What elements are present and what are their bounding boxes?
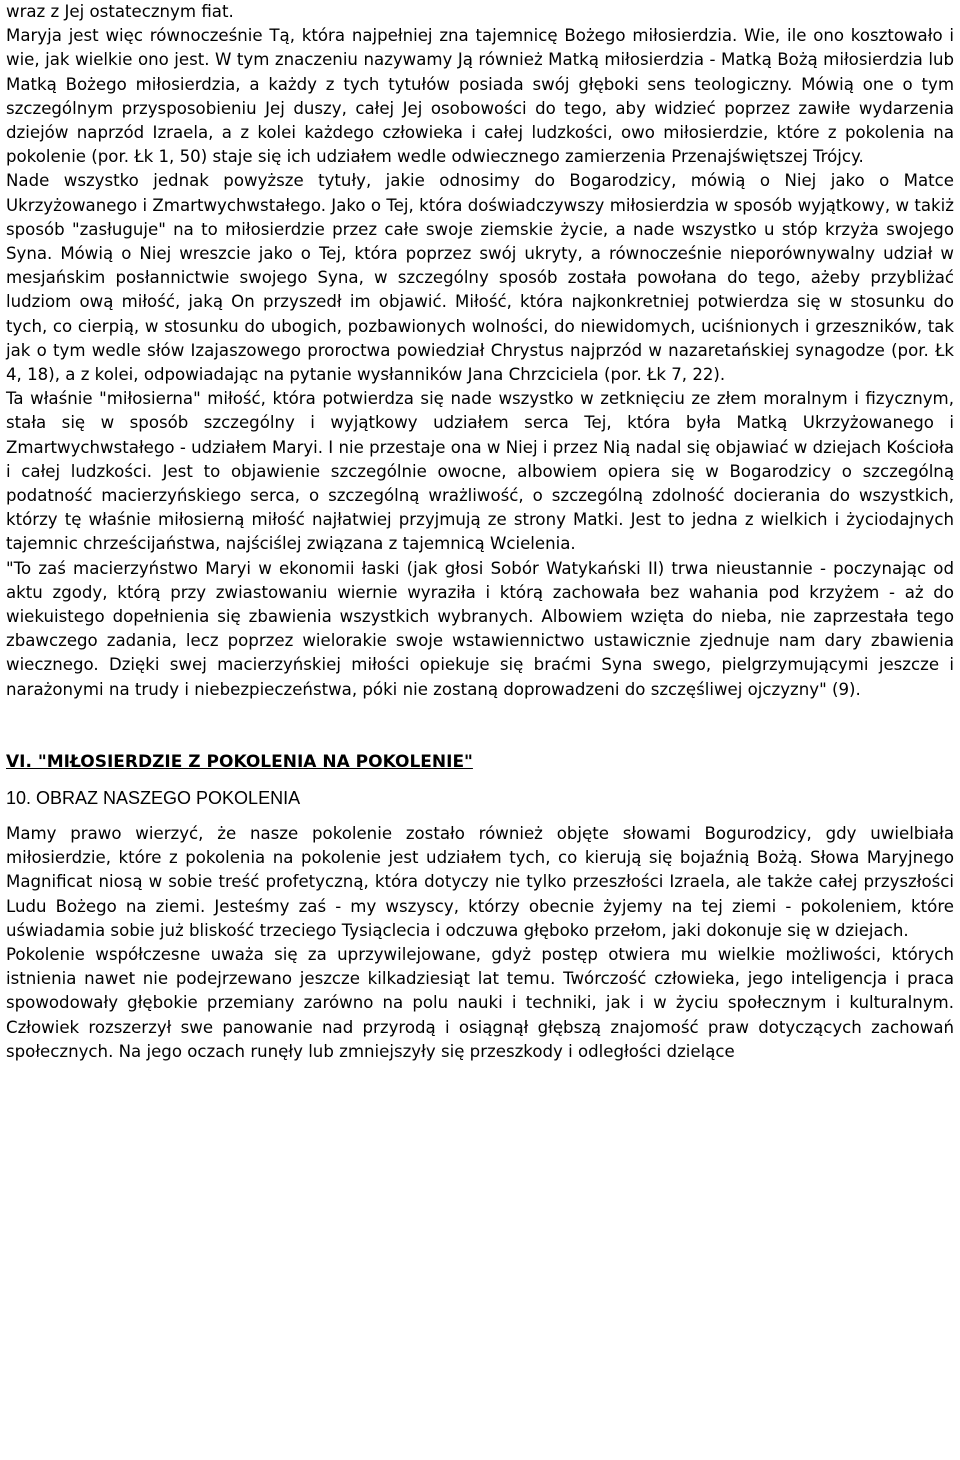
heading-gap [6, 774, 954, 786]
section-gap [6, 702, 954, 750]
paragraph: Maryja jest więc równocześnie Tą, która najpełniej zna tajemnicę Bożego miłosierdzia. Wie, ile ono kosztowało i wie, jak wielkie ono jest. W tym znaczeniu nazywamy Ją również Matką miłosierdzia - Matką Bożą miłosierdzia lub Matką Bożego miłosierdzia, a każdy z tych tytułów posiada swój głęboki sens teologiczny. Mówią one o tym szczególnym przysposobieniu Jej duszy, całej Jej osobowości do tego, aby widzieć poprzez zawiłe wydarzenia dziejów naprzód Izraela, a z kolei każdego człowieka i całej ludzkości, owo miłosierdzie, które z pokolenia na pokolenie (por. Łk 1, 50) staje się ich udziałem wedle odwiecznego zamierzenia Przenajświętszej Trójcy. [6, 26, 954, 167]
paragraph: Nade wszystko jednak powyższe tytuły, jakie odnosimy do Bogarodzicy, mówią o Niej jako o Matce Ukrzyżowanego i Zmartwychwstałego. Jako o Tej, która doświadczywszy miłosierdzia w sposób wyjątkowy, w takiż sposób "zasługuje" na to miłosierdzie przez całe swoje ziemskie życie, a nade wszystko u stóp krzyża swojego Syna. Mówią o Niej wreszcie jako o Tej, która poprzez swój ukryty, a równocześnie nieporównywalny udział w mesjańskim posłannictwie swojego Syna, w szczególny sposób została powołana do tego, ażeby przybliżać ludziom ową miłość, jaką On przyszedł im objawić. Miłość, która najkonkretniej potwierdza się w stosunku do tych, co cierpią, w stosunku do ubogich, pozbawionych wolności, do niewidomych, uciśnionych i grzeszników, tak jak o tym wedle słów Izajaszowego proroctwa powiedział Chrystus najprzód w nazaretańskiej synagodze (por. Łk 4, 18), a z kolei, odpowiadając na pytanie wysłanników Jana Chrzciciela (por. Łk 7, 22). [6, 171, 954, 385]
subsection-heading: 10. OBRAZ NASZEGO POKOLENIA [6, 787, 301, 808]
paragraph: wraz z Jej ostatecznym fiat. [6, 2, 234, 21]
section-heading: VI. "MIŁOSIERDZIE Z POKOLENIA NA POKOLENIE" [6, 751, 473, 772]
paragraph: Ta właśnie "miłosierna" miłość, która potwierdza się nade wszystko w zetknięciu ze złem moralnym i fizycznym, stała się w sposób szczególny i wyjątkowy udziałem serca Tej, która była Matką Ukrzyżowanego i Zmartwychwstałego - udziałem Maryi. I nie przestaje ona w Niej i przez Nią nadal się objawiać w dziejach Kościoła i całej ludzkości. Jest to objawienie szczególnie owocne, albowiem opiera się w Bogarodzicy o szczególną podatność macierzyńskiego serca, o szczególną wrażliwość, o szczególną zdolność docierania do wszystkich, którzy tę właśnie miłosierną miłość najłatwiej przyjmują ze strony Matki. Jest to jedna z wielkich i życiodajnych tajemnic chrześcijaństwa, najściślej związana z tajemnicą Wcielenia. [6, 389, 954, 554]
heading-gap [6, 810, 954, 822]
paragraph: "To zaś macierzyństwo Maryi w ekonomii łaski (jak głosi Sobór Watykański II) trwa nieustannie - poczynając od aktu zgody, którą przy zwiastowaniu wiernie wyraziła i którą zachowała bez wahania pod krzyżem - aż do wiekuistego dopełnienia się zbawienia wszystkich wybranych. Albowiem wzięta do nieba, nie zaprzestała tego zbawczego zadania, lecz poprzez wielorakie swoje wstawiennictwo ustawicznie zjednuje nam dary zbawienia wiecznego. Dzięki swej macierzyńskiej miłości opiekuje się braćmi Syna swego, pielgrzymującymi jeszcze i narażonymi na trudy i niebezpieczeństwa, póki nie zostaną doprowadzeni do szczęśliwej ojczyzny" (9). [6, 558, 954, 699]
paragraph: Pokolenie współczesne uważa się za uprzywilejowane, gdyż postęp otwiera mu wielkie możliwości, których istnienia nawet nie podejrzewano jeszcze kilkadziesiąt lat temu. Twórczość człowieka, jego inteligencja i praca spowodowały głębokie przemiany zarówno na polu nauki i techniki, jak i w życiu społecznym i kulturalnym. Człowiek rozszerzył swe panowanie nad przyrodą i osiągnął głębszą znajomość praw dotyczących zachowań społecznych. Na jego oczach runęły lub zmniejszyły się przeszkody i odległości dzielące [6, 944, 954, 1061]
paragraph: Mamy prawo wierzyć, że nasze pokolenie zostało również objęte słowami Bogurodzicy, gdy uwielbiała miłosierdzie, które z pokolenia na pokolenie jest udziałem tych, co kierują się bojaźnią Bożą. Słowa Maryjnego Magnificat niosą w sobie treść profetyczną, która dotyczy nie tylko przeszłości Izraela, ale także całej przyszłości Ludu Bożego na ziemi. Jesteśmy zaś - my wszyscy, którzy obecnie żyjemy na tej ziemi - pokoleniem, które uświadamia sobie już bliskość trzeciego Tysiąclecia i odczuwa głęboko przełom, jaki dokonuje się w dziejach. [6, 823, 954, 940]
document-page [6, 0, 954, 1064]
